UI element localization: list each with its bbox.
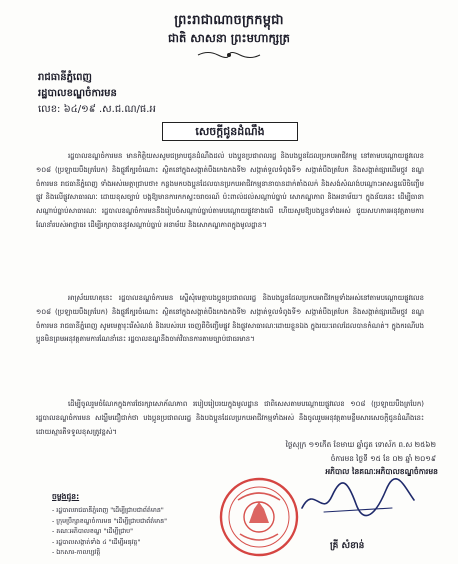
recipient-item: - គណៈអភិបាលខណ្ឌ "ដើម្បីជ្រាប" [52,528,134,536]
handwritten-signature-icon [296,478,418,520]
recipient-item: - ក្រុមប្រឹក្សាខណ្ឌចំការមន "ដើម្បីជ្រាបជាព័ត៌មាន" [52,517,167,525]
recipients-heading: ចម្លងជូន: [52,492,80,501]
recipient-item: - រដ្ឋបាលសង្កាត់ទាំង ៤ "ដើម្បីអនុវត្ត" [52,538,141,546]
body-paragraph-2: អាស្រ័យហេតុនេះ រដ្ឋបាលខណ្ឌចំការមន ស្នើសុំមេត្តាបងប្អូនប្រជាពលរដ្ឋ និងបងប្អូនដែលប្រកបអាជីវកម្មទាំងអស់នៅតាមបណ្តោយផ្លូវលេខ ១០៨ (ប្រឡាយបឹងត្របែក) និងផ្លូវក្បែរចំណោះ ស្ថិតនៅក្នុងសង្កាត់បឹងកេងកងទី២ សង្កាត់ទួលទំពូងទី១ សង្កាត់បឹងត្របែក និងសង្កាត់ផ្សារដើមថ្កូវ ខណ្ឌចំការមន រាជធានីភ្នំពេញ សូមមេត្តារុះរើសំណង់ និងរបស់របរ ចេញពីចិញ្ចើមផ្លូវ និងផ្លូវសាធារណៈដោយខ្លួនឯង ក្នុងរយៈពេលដែលបានកំណត់។ ក្នុងករណីបងប្អូនមិនព្រមអនុវត្តតាមការណែនាំនេះ រដ្ឋបាលខណ្ឌនឹងចាត់វិធានការតាមច្បាប់ជាធរមាន។ [36,294,424,344]
reference-number: លេខ: ៦៤/១៩ .ស.ជ.ណ/ផ.អ [38,104,156,115]
department-name: រដ្ឋបាលខណ្ឌចំការមន [38,88,117,99]
ornament-divider-icon [196,50,262,60]
ministry-name: រាជធានីភ្នំពេញ [38,72,92,83]
recipients-list [52,506,167,559]
body-paragraph-3: ដើម្បីចូលរួមចំណែកក្នុងការថែរក្សាសោភ័ណភាព របៀបរៀបរយក្នុងមូលដ្ឋាន ជាពិសេសតាមបណ្តោយផ្លូវលេខ ១០៨ (ប្រឡាយបឹងត្របែក) រដ្ឋបាលខណ្ឌចំការមន សង្ឃឹមជឿជាក់ថា បងប្អូនប្រជាពលរដ្ឋ និងបងប្អូនដែលប្រកបអាជីវកម្មទាំងអស់ នឹងចូលរួមអនុវត្តតាមខ្លឹមសារសេចក្តីជូនដំណឹងនេះដោយស្មារតីទទួលខុសត្រូវខ្ពស់។ [36,400,424,436]
notice-title: សេចក្តីជូនដំណឹង [162,122,298,141]
kingdom-header: ព្រះរាជាណាចក្រកម្ពុជា [174,13,284,28]
signer-name: គ្រី សំខាន់ [330,541,365,551]
lunar-date: ថ្ងៃសុក្រ ១១កើត ខែមាឃ ឆ្នាំជូត ទោស័ក ព.ស ២៥៦២ [285,440,436,449]
recipient-item: - ឯកសារ-កាលប្បវត្តិ [52,549,101,557]
official-seal-icon [218,476,300,558]
solar-date: ចំការមន ថ្ងៃទី ១៥ ខែ ០២ ឆ្នាំ ២០១៩ [330,454,436,463]
recipient-item: - រដ្ឋបាលរាជធានីភ្នំពេញ "ដើម្បីជ្រាបជាព័ត៌មាន" [52,507,164,514]
body-paragraph-1: រដ្ឋបាលខណ្ឌចំការមន មានកិត្តិយសសូមជម្រាបជូនដំណឹងដល់ បងប្អូនប្រជាពលរដ្ឋ និងបងប្អូនដែលប្រកបអាជីវកម្ម នៅតាមបណ្តោយផ្លូវលេខ ១០៨ (ប្រឡាយបឹងត្របែក) និងផ្លូវក្បែរចំណោះ ស្ថិតនៅក្នុងសង្កាត់បឹងកេងកងទី២ សង្កាត់ទួលទំពូងទី១ សង្កាត់បឹងត្របែក និងសង្កាត់ផ្សារដើមថ្កូវ ខណ្ឌចំការមន រាជធានីភ្នំពេញ ទាំងអស់មេត្តាជ្រាបថា៖ កន្លងមកបងប្អូនដែលបានប្រកបអាជីវកម្មនានាបានដាក់តាំងលក់ និងសង់សំណង់បណ្តោះអាសន្នលើចិញ្ចើមផ្លូវ និងលើផ្លូវសាធារណៈ ដោយខុសច្បាប់ បង្កឱ្យមានការកកស្ទះចរាចរណ៍ ប៉ះពាល់ដល់សណ្តាប់ធ្នាប់ សោភណ្ឌភាព និងអនាម័យ។ ក្នុងន័យនេះ ដើម្បីធានាសណ្តាប់ធ្នាប់សាធារណៈ រដ្ឋបាលខណ្ឌចំការមននឹងរៀបចំសណ្តាប់ធ្នាប់តាមបណ្តោយផ្លូវខាងលើ ហើយសូមឱ្យបងប្អូនទាំងអស់ ជួយសហការអនុវត្តតាមការណែនាំរបស់អាជ្ញាធរ ដើម្បីរក្សាបាននូវសណ្តាប់ធ្នាប់ អនាម័យ និងសោភណ្ឌភាពក្នុងមូលដ្ឋាន។ [36,152,424,229]
national-motto: ជាតិ សាសនា ព្រះមហាក្សត្រ [168,31,290,45]
signer-title: អភិបាល នៃគណៈអភិបាលខណ្ឌចំការមន [325,467,438,476]
